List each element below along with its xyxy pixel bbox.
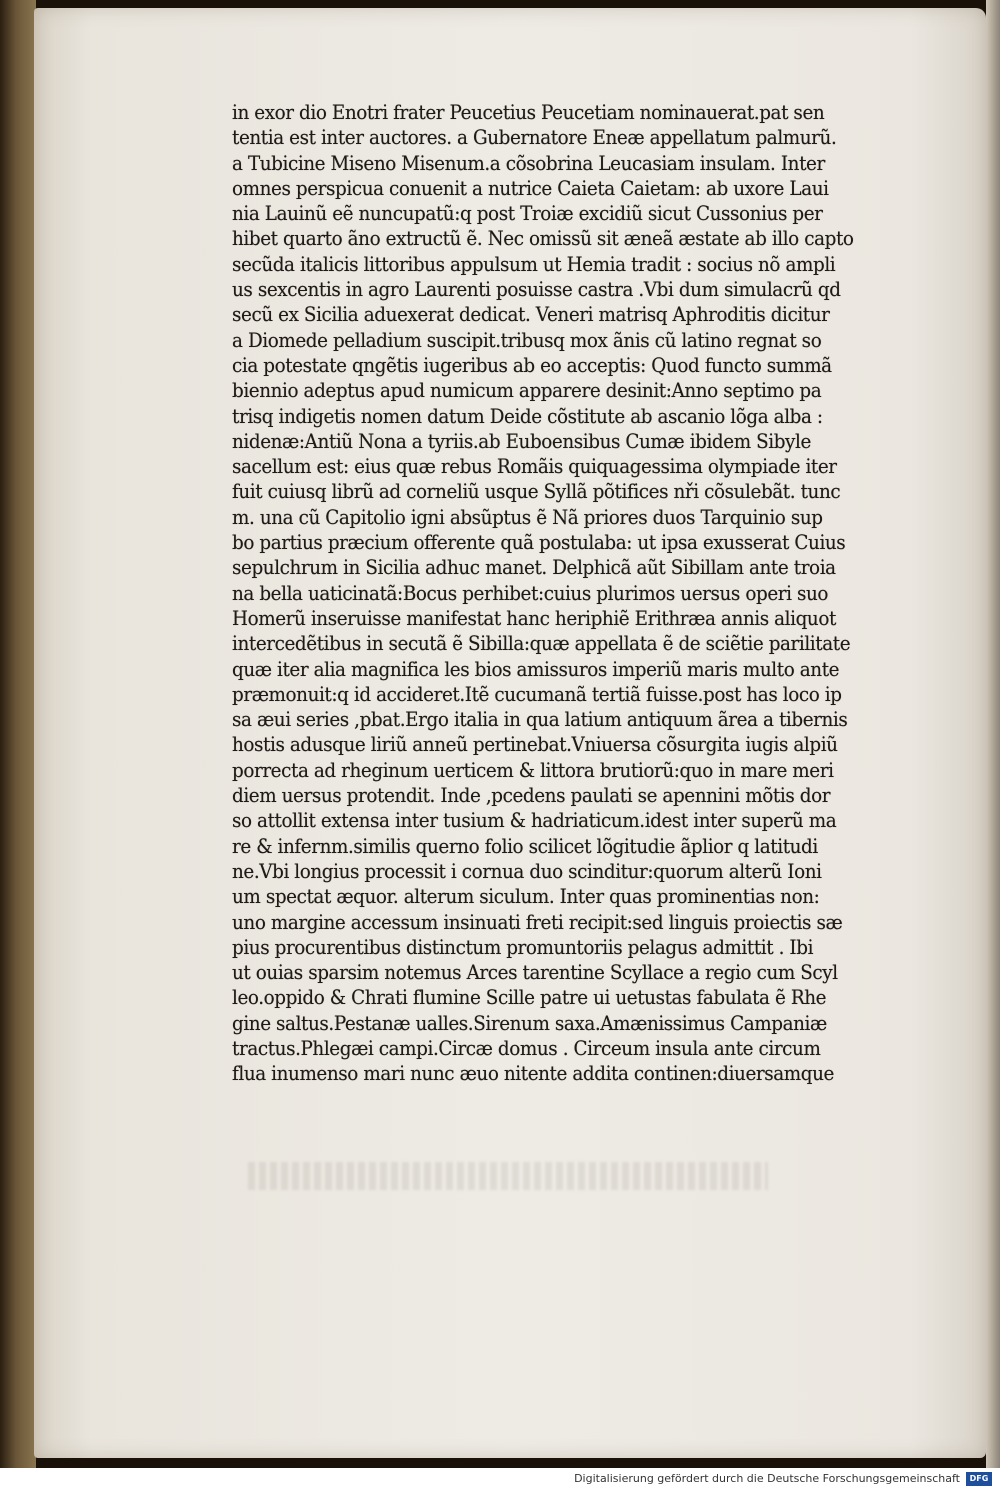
text-line: secũda italicis littoribus appulsum ut Hemia tradit : socius nõ ampli <box>232 252 836 276</box>
text-line: porrecta ad rheginum uerticem & littora brutiorũ:quo in mare meri <box>232 758 834 782</box>
text-line: sepulchrum in Sicilia adhuc manet. Delphicã aũt Sibillam ante troia <box>232 556 836 580</box>
text-line: in exor dio Enotri frater Peucetius Peucetiam nominauerat.pat sen <box>232 101 825 124</box>
text-line: nidenæ:Antiũ Nona a tyriis.ab Euboensibus Cumæ ibidem Sibyle <box>232 429 811 453</box>
text-line: fuit cuiusq librũ ad corneliũ usque Syllã põtifices nři cõsulebãt. tunc <box>232 480 841 504</box>
digitization-footer <box>0 1468 1000 1491</box>
text-line: a Tubicine Miseno Misenum.a cõsobrina Leucasiam insulam. Inter <box>232 151 825 175</box>
text-line: nia Lauinũ eẽ nuncupatũ:q post Troiæ excidiũ sicut Cussonius per <box>232 202 823 226</box>
text-line: um spectat æquor. alterum siculum. Inter quas prominentias non: <box>232 885 820 909</box>
text-line: sacellum est: eius quæ rebus Romãis quiquagessima olympiade iter <box>232 455 837 479</box>
text-line: so attollit extensa inter tusium & hadriaticum.idest inter superũ ma <box>232 809 837 833</box>
text-line: sa æui series ,pbat.Ergo italia in qua latium antiquum ãrea a tibernis <box>232 708 848 732</box>
text-line: m. una cũ Capitolio igni absũptus ẽ Nã priores duos Tarquinio sup <box>232 505 823 529</box>
text-line: gine saltus.Pestanæ ualles.Sirenum saxa.Amænissimus Campaniæ <box>232 1011 827 1035</box>
text-line: bo partius præcium offerente quã postulaba: ut ipsa exusserat Cuius <box>232 531 846 555</box>
text-line: quæ iter alia magnifica les bios amissuros imperiũ maris multo ante <box>232 657 840 681</box>
page-text-block <box>232 100 992 1087</box>
text-line: tractus.Phlegæi campi.Circæ domus . Circeum insula ante circum <box>232 1036 821 1060</box>
text-line: uno margine accessum insinuati freti recipit:sed linguis proiectis sæ <box>232 910 843 934</box>
text-line: tentia est inter auctores. a Gubernatore Eneæ appellatum palmurũ. <box>232 126 837 150</box>
text-line: biennio adeptus apud numicum apparere desinit:Anno septimo pa <box>232 379 822 403</box>
text-line: flua inumenso mari nunc æuo nitente addita continen:diuersamque <box>232 1062 834 1086</box>
show-through-text <box>248 1162 768 1190</box>
text-line: us sexcentis in agro Laurenti posuisse castra .Vbi dum simulacrũ qd <box>232 278 841 302</box>
text-line: Homerũ inseruisse manifestat hanc heriphiẽ Erithræa annis aliquot <box>232 606 836 630</box>
text-line: leo.oppido & Chrati flumine Scille patre ui uetustas fabulata ẽ Rhe <box>232 986 827 1010</box>
text-line: cia potestate qngẽtis iugeribus ab eo acceptis: Quod functo summã <box>232 353 832 377</box>
text-line: intercedẽtibus in secutã ẽ Sibilla:quæ appellata ẽ de sciẽtie parilitate <box>232 632 851 656</box>
dfg-logo-icon: DFG <box>966 1472 992 1486</box>
text-line: præmonuit:q id accideret.Itẽ cucumanã tertiã fuisse.post has loco ip <box>232 682 842 706</box>
book-spine-edge <box>0 0 36 1468</box>
text-line: hostis adusque liriũ anneũ pertinebat.Vniuersa cõsurgita iugis alpiũ <box>232 733 838 757</box>
text-line: na bella uaticinatã:Bocus perhibet:cuius plurimos uersus operi suo <box>232 581 829 605</box>
text-line: ne.Vbi longius processit i cornua duo scinditur:quorum alterũ Ioni <box>232 859 822 883</box>
text-line: pius procurentibus distinctum promuntoriis pelagus admittit . Ibi <box>232 935 814 959</box>
text-line: omnes perspicua conuenit a nutrice Caieta Caietam: ab uxore Laui <box>232 176 829 200</box>
text-line: a Diomede pelladium suscipit.tribusq mox ãnis cũ latino regnat so <box>232 328 822 352</box>
text-line: re & infernm.similis querno folio scilicet lõgitudie ãplior q latitudi <box>232 834 818 858</box>
text-line: ut ouias sparsim notemus Arces tarentine Scyllace a regio cum Scyl <box>232 961 838 985</box>
funding-credit: Digitalisierung gefördert durch die Deutsche Forschungsgemeinschaft <box>574 1472 960 1485</box>
text-line: trisq indigetis nomen datum Deide cõstitute ab ascanio lõga alba : <box>232 404 823 428</box>
text-line: hibet quarto ãno extructũ ẽ. Nec omissũ sit æneã æstate ab illo capto <box>232 227 854 251</box>
text-line: secũ ex Sicilia aduexerat dedicat. Veneri matrisq Aphroditis dicitur <box>232 303 830 327</box>
text-line: diem uersus protendit. Inde ,pcedens paulati se apennini mõtis dor <box>232 784 831 808</box>
